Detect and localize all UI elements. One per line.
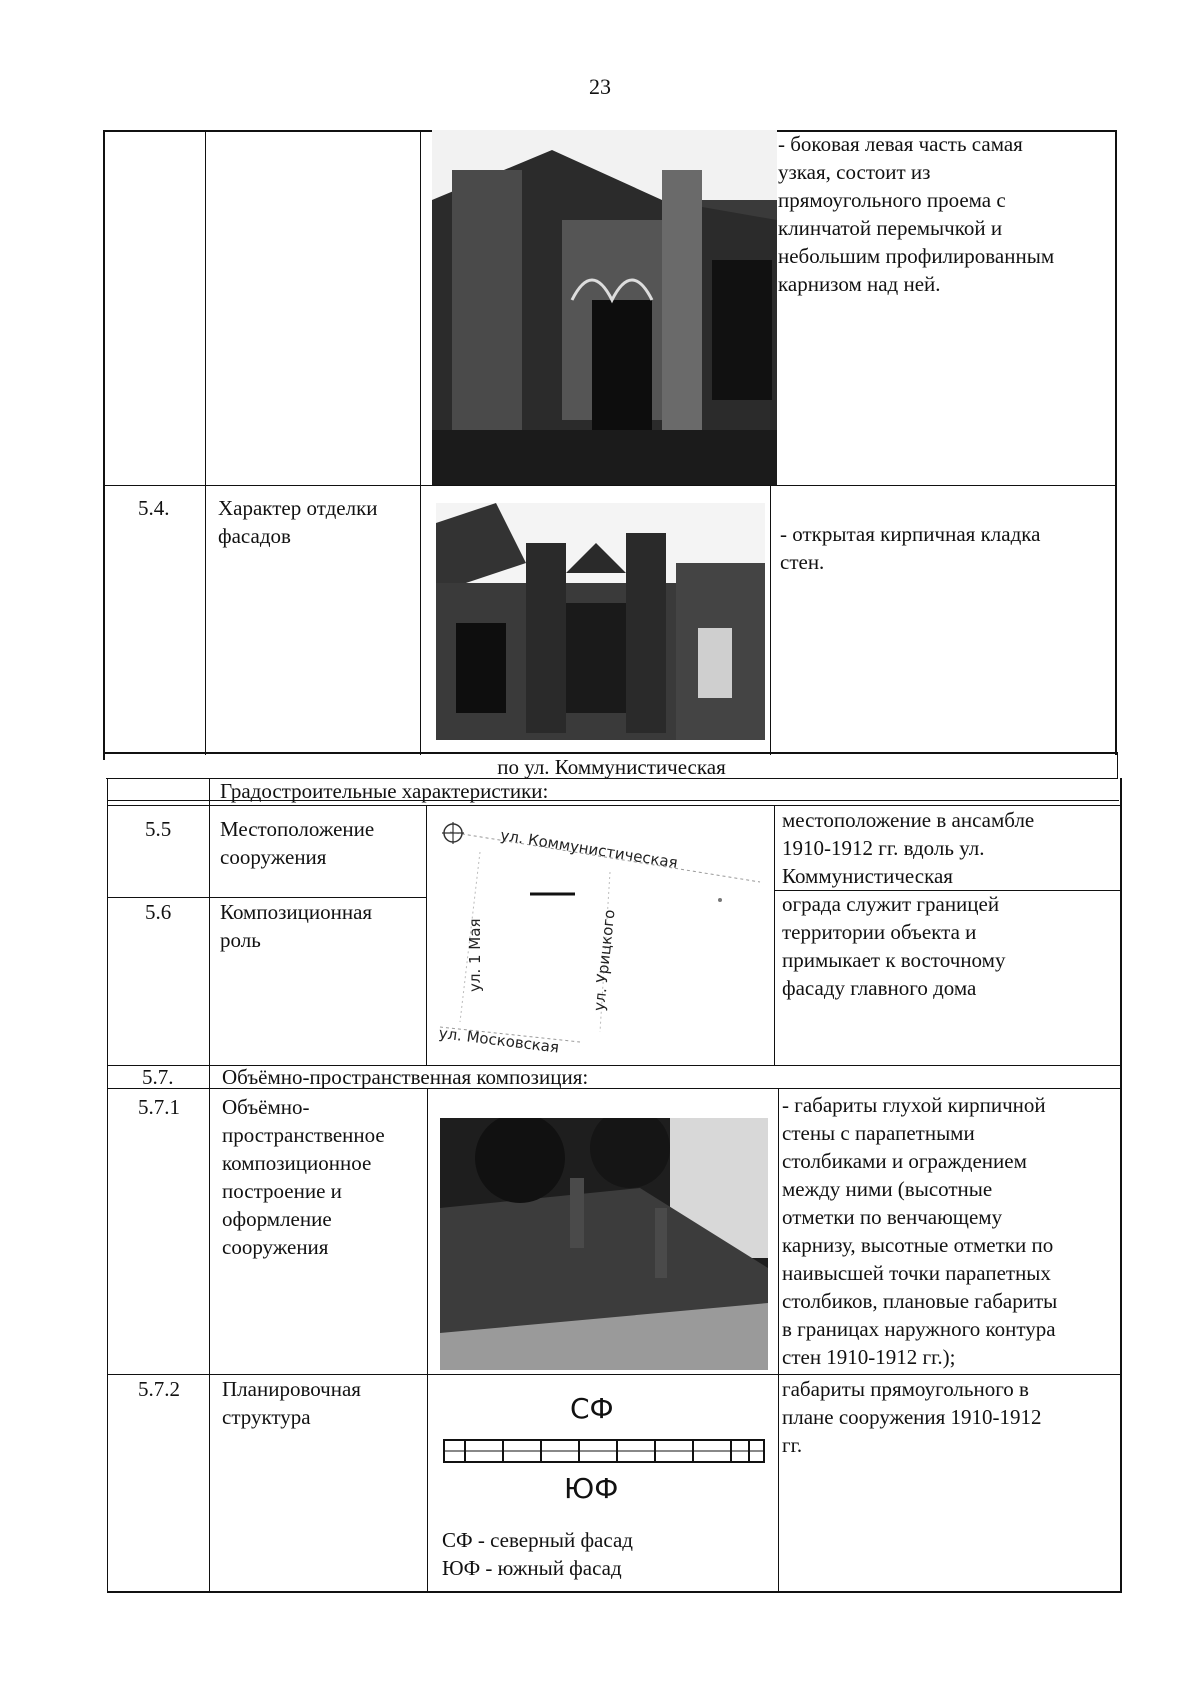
row-5-6-name: Композиционная роль	[220, 900, 373, 952]
row-5-7-1-name: Объёмно- пространственное композиционное построение и оформление сооружения	[222, 1095, 385, 1259]
table-border	[770, 485, 771, 755]
row-5-4-name: Характер отделки фасадов	[218, 496, 378, 548]
table-border	[107, 1591, 1122, 1593]
map-street-left: ул. 1 Мая	[466, 918, 484, 992]
row-5-5-number: 5.5	[145, 817, 172, 841]
table-border	[420, 130, 421, 755]
top-row-description: - боковая левая часть самая узкая, состоит из прямоугольного проема с клинчатой перемычкой и небольшим профилированным карнизом над ней.	[778, 132, 1055, 296]
row-5-5-description: местоположение в ансамбле 1910-1912 гг. вдоль ул. Коммунистическая	[782, 808, 1035, 888]
table-border	[103, 130, 105, 760]
table-border	[107, 778, 108, 1593]
wall-photo	[440, 1118, 768, 1370]
table-border	[427, 1088, 428, 1593]
table-border	[774, 805, 775, 1065]
map-street-top: ул. Коммунистическая	[499, 826, 680, 872]
table-border	[426, 805, 427, 1065]
row-5-7-1-description: - габариты глухой кирпичной стены с парапетными столбиками и ограждением между ними (высотные отметки по венчающему карнизу, высотные отметки по наивысшей точки парапетных столбиков, плановые габариты в границах наружного контура стен 1910-1912 гг.);	[782, 1093, 1058, 1369]
row-5-5-name: Местоположение сооружения	[220, 817, 375, 869]
table-border	[209, 778, 210, 1593]
row-5-6-description: ограда служит границей территории объекта и примыкает к восточному фасаду главного дома	[782, 892, 1006, 1000]
location-map	[430, 812, 770, 1062]
table-border	[778, 1088, 779, 1593]
table-border	[103, 485, 1117, 486]
facade-side-photo	[432, 130, 777, 485]
table-border	[205, 130, 206, 755]
plan-legend-south: ЮФ - южный фасад	[442, 1556, 622, 1580]
subsection-header: Градостроительные характеристики:	[220, 779, 549, 803]
plan-diagram	[443, 1438, 765, 1464]
row-5-7-2-name: Планировочная структура	[222, 1377, 361, 1429]
row-5-6-number: 5.6	[145, 900, 172, 924]
map-street-bottom: ул. Московская	[437, 1024, 561, 1057]
row-5-7-2-number: 5.7.2	[138, 1377, 180, 1401]
map-street-right: ул. Урицкого	[590, 908, 619, 1012]
page-number: 23	[589, 74, 611, 99]
row-5-4-number: 5.4.	[138, 496, 170, 520]
plan-south-label: ЮФ	[564, 1472, 619, 1505]
section-header: по ул. Коммунистическая	[497, 755, 726, 779]
gate-facade-photo	[436, 503, 765, 740]
row-5-7-number: 5.7.	[142, 1065, 174, 1089]
row-5-4-description: - открытая кирпичная кладка стен.	[780, 522, 1041, 574]
row-5-7-1-number: 5.7.1	[138, 1095, 180, 1119]
table-border	[1120, 778, 1122, 1593]
plan-north-label: СФ	[570, 1392, 614, 1425]
plan-legend-north: СФ - северный фасад	[442, 1528, 633, 1552]
table-border	[1115, 130, 1117, 755]
row-5-7-title: Объёмно-пространственная композиция:	[222, 1065, 589, 1089]
table-border	[1117, 752, 1118, 779]
row-5-7-2-description: габариты прямоугольного в плане сооружения 1910-1912 гг.	[782, 1377, 1042, 1457]
